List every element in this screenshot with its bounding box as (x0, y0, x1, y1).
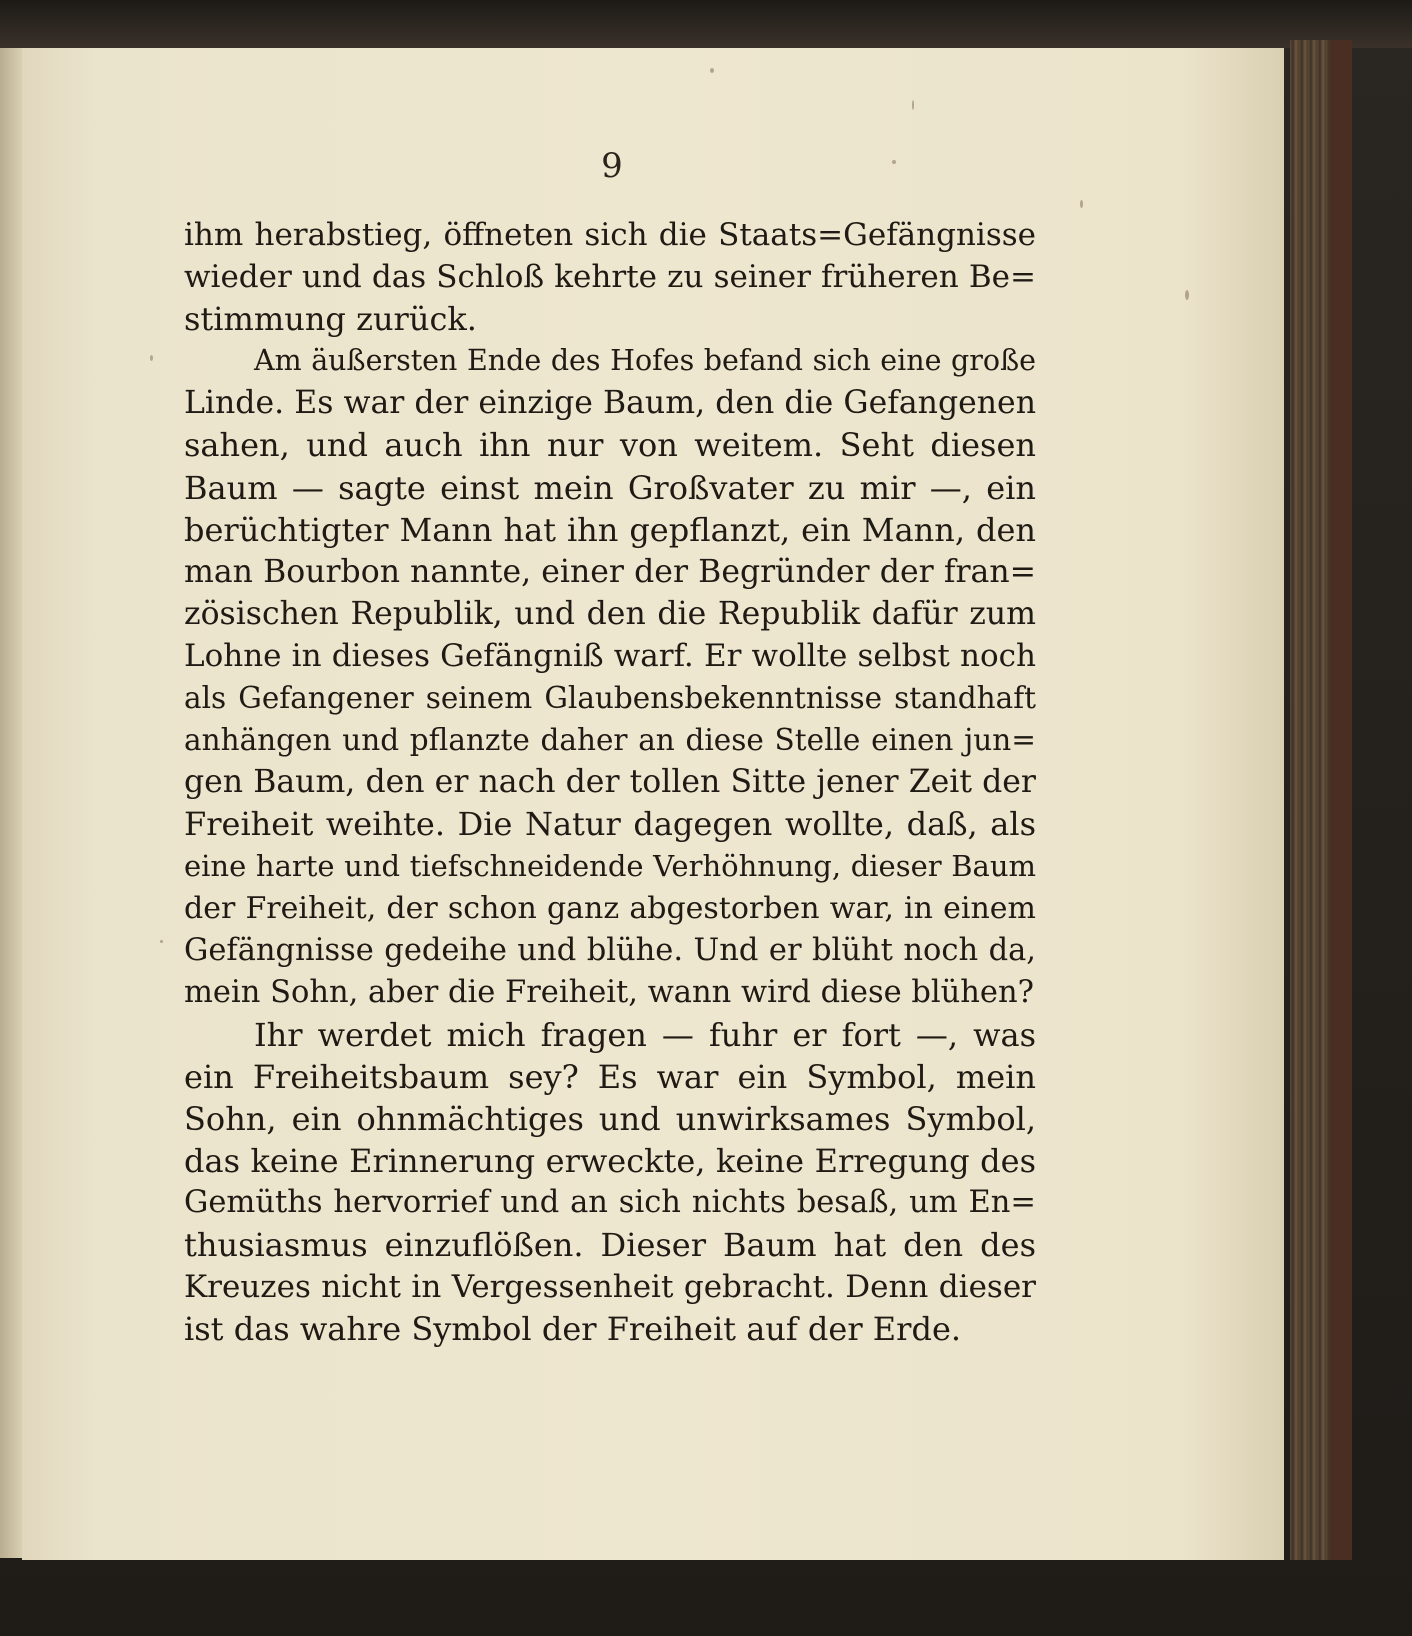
text-line: anhängen und pflanzte daher an diese Stelle einen jun= (184, 723, 1036, 758)
text-line: ein Freiheitsbaum sey? Es war ein Symbol, mein (184, 1057, 1036, 1096)
text-line: zösischen Republik, und den die Republik dafür zum (184, 595, 1036, 632)
text-line: man Bourbon nannte, einer der Begründer der fran= (184, 553, 1036, 590)
text-line: Ihr werdet mich fragen — fuhr er fort —, was (254, 1015, 1036, 1054)
text-line: eine harte und tiefschneidende Verhöhnung, dieser Baum (184, 849, 1036, 884)
text-line: Baum — sagte einst mein Großvater zu mir —, ein (184, 468, 1036, 507)
scan-top-edge (0, 0, 1412, 48)
paper-speck (1080, 200, 1083, 208)
text-line: das keine Erinnerung erweckte, keine Erregung des (184, 1142, 1036, 1181)
text-line: berüchtigter Mann hat ihn gepflanzt, ein Mann, den (184, 510, 1036, 549)
previous-page-edge (0, 48, 22, 1558)
body-text (184, 214, 1036, 1351)
text-line: Kreuzes nicht in Vergessenheit gebracht. Denn dieser (184, 1269, 1036, 1306)
text-line: gen Baum, den er nach der tollen Sitte jener Zeit der (184, 764, 1036, 801)
text-line: thusiasmus einzuflößen. Dieser Baum hat den des (184, 1226, 1036, 1265)
page-number: 9 (601, 146, 623, 186)
text-line: ihm herabstieg, öffneten sich die Staats=Gefängnisse (184, 217, 1036, 253)
text-line: Linde. Es war der einzige Baum, den die Gefangenen (184, 385, 1036, 422)
paper-speck (1185, 290, 1189, 300)
text-line: als Gefangener seinem Glaubensbekenntnisse standhaft (184, 681, 1036, 716)
text-line: ist das wahre Symbol der Freiheit auf der Erde. (184, 1310, 962, 1349)
paper-speck (892, 160, 896, 164)
paper-speck (710, 68, 714, 73)
text-line: mein Sohn, aber die Freiheit, wann wird diese blühen? (184, 974, 1034, 1010)
text-line: Gemüths hervorrief und an sich nichts besaß, um En= (184, 1185, 1036, 1221)
text-line: sahen, und auch ihn nur von weitem. Seht diesen (184, 426, 1036, 465)
text-line: Lohne in dieses Gefängniß warf. Er wollte selbst noch (184, 637, 1036, 674)
paper-speck (150, 355, 153, 361)
text-line: stimmung zurück. (184, 300, 477, 339)
paper-speck (160, 940, 163, 943)
text-line: Sohn, ein ohnmächtiges und unwirksames Symbol, (184, 1099, 1036, 1138)
text-line: Am äußersten Ende des Hofes befand sich eine große (254, 344, 1036, 378)
text-line: der Freiheit, der schon ganz abgestorben war, in einem (184, 890, 1036, 926)
paper-speck (912, 100, 914, 110)
text-line: wieder und das Schloß kehrte zu seiner früheren Be= (184, 259, 1036, 296)
text-line: Freiheit weihte. Die Natur dagegen wollte, daß, als (184, 805, 1036, 844)
leather-spine-edge (1330, 40, 1352, 1560)
text-line: Gefängnisse gedeihe und blühe. Und er blüht noch da, (184, 932, 1036, 968)
